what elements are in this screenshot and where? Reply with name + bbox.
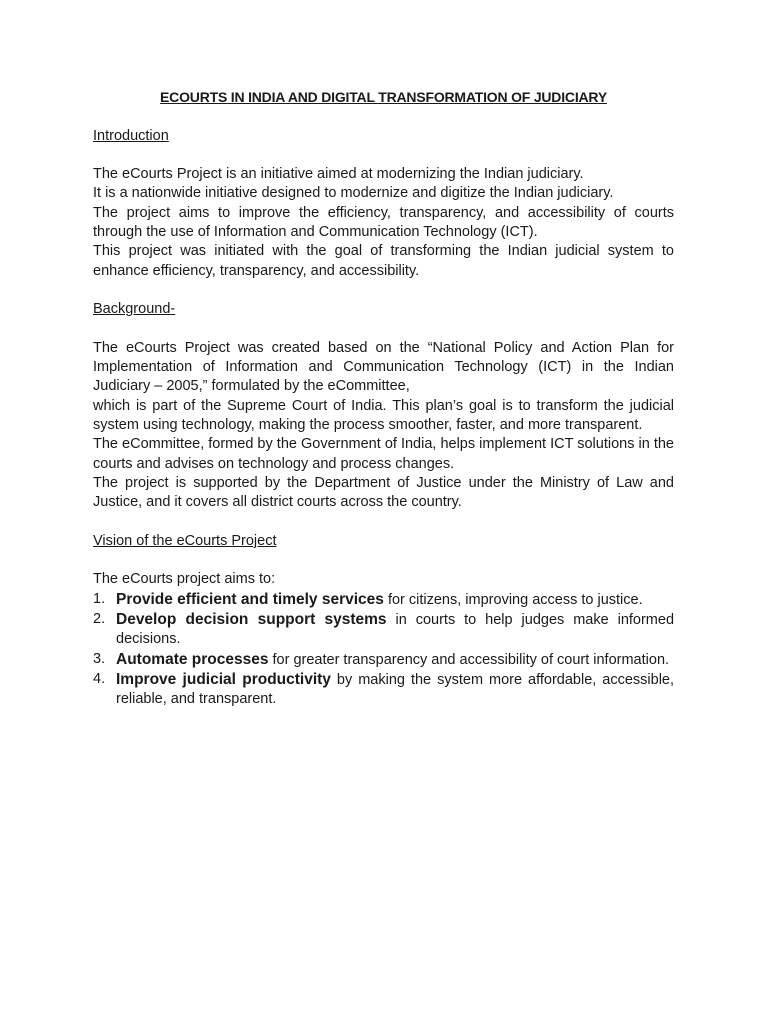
vision-list: [93, 590, 674, 710]
vision-intro: The eCourts project aims to:: [93, 571, 276, 588]
list-item-number: 4.: [93, 670, 106, 687]
introduction-heading: Introduction: [93, 127, 169, 144]
document-body: [93, 88, 674, 710]
list-item-number: 1.: [93, 590, 106, 607]
introduction-paragraph: This project was initiated with the goal of transforming the Indian judicial system to enhance efficiency, transparency, and accessibility.: [93, 243, 674, 279]
introduction-paragraph: It is a nationwide initiative designed to modernize and digitize the Indian judiciary.: [93, 185, 614, 202]
background-paragraph: The eCommittee, formed by the Government of India, helps implement ICT solutions in the courts and advises on technology and process changes.: [93, 436, 674, 472]
background-paragraph: The project is supported by the Department of Justice under the Ministry of Law and Justice, and it covers all district courts across the country.: [93, 474, 674, 511]
list-item-bold: Improve judicial productivity: [116, 670, 331, 688]
background-heading: Background-: [93, 301, 176, 318]
background-paragraph: The eCourts Project was created based on the “National Policy and Action Plan for Implementation of Information and Communication Technology (ICT) in the Indian Judiciary – 2005,” formulated by the eCommittee,: [93, 339, 674, 395]
vision-list-item: [93, 650, 674, 670]
vision-list-item: [93, 670, 674, 710]
list-item-text: by making the system more affordable, accessible, reliable, and transparent.: [116, 671, 675, 708]
document-title: ECOURTS IN INDIA AND DIGITAL TRANSFORMATION OF JUDICIARY: [160, 89, 607, 105]
introduction-paragraph: The eCourts Project is an initiative aimed at modernizing the Indian judiciary.: [93, 166, 584, 183]
list-item-text: for citizens, improving access to justice.: [383, 591, 643, 608]
vision-list-item: [93, 610, 674, 650]
list-item-bold: Provide efficient and timely services: [116, 590, 384, 608]
list-item-number: 2.: [93, 611, 106, 628]
vision-list-item: [93, 590, 674, 610]
background-paragraph: which is part of the Supreme Court of India. This plan’s goal is to transform the judicial system using technology, making the process smoother, faster, and more transparent.: [93, 397, 674, 434]
introduction-paragraph: The project aims to improve the efficiency, transparency, and accessibility of courts through the use of Information and Communication Technology (ICT).: [93, 204, 674, 241]
vision-heading: Vision of the eCourts Project: [93, 532, 277, 549]
list-item-text: in courts to help judges make informed decisions.: [116, 612, 675, 648]
list-item-bold: Develop decision support systems: [116, 611, 387, 629]
list-item-text: for greater transparency and accessibility of court information.: [268, 651, 670, 668]
list-item-bold: Automate processes: [116, 650, 269, 668]
list-item-number: 3.: [93, 650, 106, 667]
